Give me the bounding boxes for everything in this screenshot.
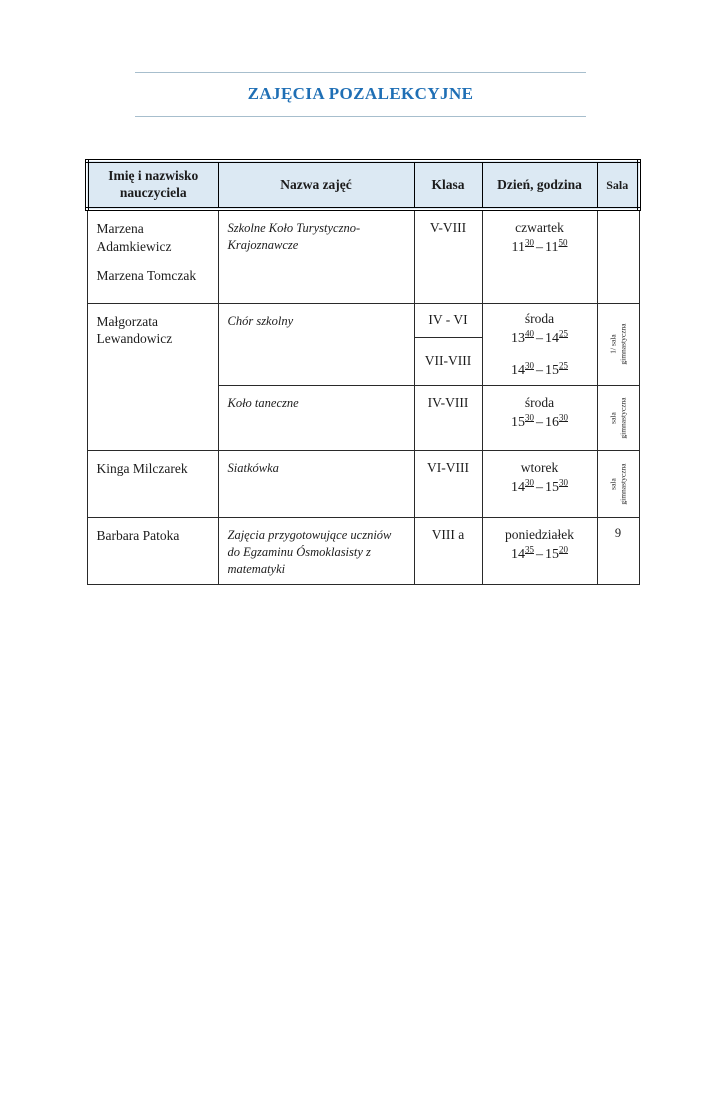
cell-room-empty bbox=[597, 209, 639, 303]
cell-teacher bbox=[87, 517, 218, 585]
class-label: VIII a bbox=[431, 526, 465, 542]
activity-name: Szkolne Koło Turystyczno-Krajoznawcze bbox=[227, 221, 361, 253]
time-start-min: 30 bbox=[525, 360, 534, 371]
time-end-min: 25 bbox=[559, 327, 568, 338]
room-number: 9 bbox=[614, 525, 622, 540]
cell-class bbox=[414, 209, 482, 303]
cell-activity bbox=[218, 517, 414, 585]
header-room: Sala bbox=[597, 161, 639, 209]
time-end-hour: 16 bbox=[545, 414, 559, 430]
table-row bbox=[87, 303, 639, 337]
time-separator: – bbox=[536, 330, 543, 346]
cell-class bbox=[414, 385, 482, 450]
time-end-min: 30 bbox=[559, 411, 568, 422]
time-end-min: 50 bbox=[558, 237, 568, 248]
class-label: IV - VI bbox=[428, 311, 468, 327]
activity-name: Chór szkolny bbox=[227, 313, 294, 328]
time-start-min: 30 bbox=[525, 411, 534, 422]
header-day-time: Dzień, godzina bbox=[482, 161, 597, 209]
cell-room bbox=[597, 517, 639, 585]
time-separator: – bbox=[536, 414, 543, 430]
time-separator: – bbox=[536, 363, 543, 379]
day-name: poniedziałek bbox=[505, 526, 574, 542]
time-start-min: 30 bbox=[525, 237, 534, 248]
day-name: czwartek bbox=[515, 220, 564, 235]
page-title: ZAJĘCIA POZALEKCYJNE bbox=[247, 84, 474, 103]
cell-activity bbox=[218, 450, 414, 517]
schedule-table bbox=[85, 159, 641, 585]
class-label: VII-VIII bbox=[424, 352, 472, 368]
header-teacher: Imię i nazwisko nauczyciela bbox=[87, 161, 218, 209]
time-start-min: 35 bbox=[525, 543, 534, 554]
class-label: V-VIII bbox=[429, 220, 467, 235]
header-class: Klasa bbox=[414, 161, 482, 209]
cell-room bbox=[597, 450, 639, 517]
time-end-min: 25 bbox=[559, 360, 568, 371]
teacher-name: Marzena Adamkiewicz bbox=[96, 221, 172, 254]
teacher-name: Marzena Tomczak bbox=[96, 268, 197, 284]
cell-class bbox=[414, 337, 482, 385]
day-name: wtorek bbox=[520, 459, 559, 475]
time-start-hour: 14 bbox=[511, 546, 525, 562]
time-range bbox=[484, 478, 596, 498]
time-end-hour: 14 bbox=[545, 330, 559, 346]
cell-day-time bbox=[482, 209, 597, 303]
cell-day-time bbox=[482, 517, 597, 585]
table-row bbox=[87, 450, 639, 517]
teacher-name: Kinga Milczarek bbox=[96, 460, 188, 476]
time-end-min: 20 bbox=[559, 543, 568, 554]
time-end-hour: 15 bbox=[545, 479, 559, 495]
room-rotated-label: sala gimnastyczna bbox=[608, 463, 627, 505]
time-range bbox=[484, 545, 596, 565]
teacher-name: Barbara Patoka bbox=[96, 527, 180, 543]
time-end-hour: 15 bbox=[545, 546, 559, 562]
time-start-hour: 15 bbox=[511, 414, 525, 430]
time-start-hour: 14 bbox=[511, 363, 525, 379]
time-range bbox=[484, 329, 596, 349]
class-label: VI-VIII bbox=[427, 459, 469, 475]
time-end-hour: 15 bbox=[545, 363, 559, 379]
time-start-min: 30 bbox=[525, 476, 534, 487]
time-start-hour: 14 bbox=[511, 479, 525, 495]
activity-name: Koło taneczne bbox=[227, 395, 299, 410]
cell-teacher bbox=[87, 450, 218, 517]
cell-activity bbox=[218, 385, 414, 450]
cell-class bbox=[414, 303, 482, 337]
table-row bbox=[87, 209, 639, 303]
day-name: środa bbox=[524, 394, 555, 410]
time-start-hour: 13 bbox=[511, 330, 525, 346]
time-end-hour: 11 bbox=[545, 239, 559, 255]
cell-room bbox=[597, 385, 639, 450]
cell-room bbox=[597, 303, 639, 385]
cell-activity bbox=[218, 303, 414, 385]
header-row bbox=[87, 161, 639, 209]
title-block bbox=[135, 72, 586, 117]
class-label: IV-VIII bbox=[427, 394, 469, 410]
time-range bbox=[484, 238, 596, 258]
time-end-min: 30 bbox=[559, 476, 568, 487]
time-range bbox=[484, 361, 596, 381]
time-range bbox=[484, 413, 596, 433]
cell-teacher bbox=[87, 303, 218, 450]
cell-day-time bbox=[482, 385, 597, 450]
activity-name: Siatkówka bbox=[227, 460, 279, 475]
header-activity: Nazwa zajęć bbox=[218, 161, 414, 209]
cell-class bbox=[414, 450, 482, 517]
cell-teacher bbox=[87, 209, 218, 303]
activity-name: Zajęcia przygotowujące uczniów do Egzaminu Ósmoklasisty z matematyki bbox=[227, 527, 392, 577]
cell-day-time bbox=[482, 450, 597, 517]
table-row bbox=[87, 517, 639, 585]
room-rotated-label: 1/ sala gimnastyczna bbox=[608, 323, 627, 365]
room-rotated-label: sala gimnastyczna bbox=[608, 397, 627, 439]
teacher-name: Małgorzata Lewandowicz bbox=[96, 313, 173, 347]
time-separator: – bbox=[536, 239, 543, 255]
cell-day-time bbox=[482, 303, 597, 385]
cell-class bbox=[414, 517, 482, 585]
cell-activity bbox=[218, 209, 414, 303]
time-start-hour: 11 bbox=[511, 239, 525, 255]
day-name: środa bbox=[524, 310, 555, 326]
time-separator: – bbox=[536, 479, 543, 495]
time-separator: – bbox=[536, 546, 543, 562]
time-start-min: 40 bbox=[525, 327, 534, 338]
